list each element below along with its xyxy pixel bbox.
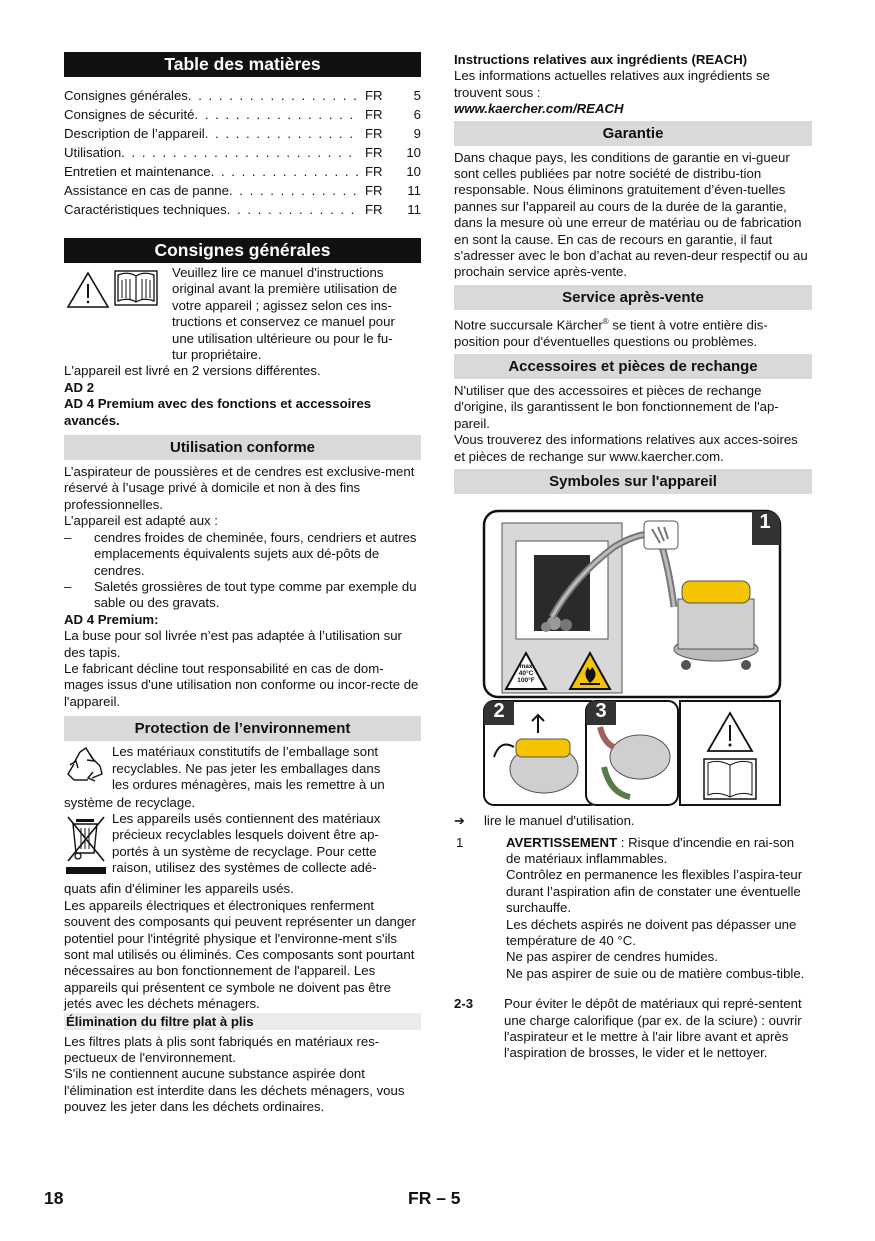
text-line: votre appareil ; agissez selon ces ins- bbox=[172, 297, 392, 313]
toc-entry-dots bbox=[211, 162, 359, 181]
symbols-heading: Symboles sur l'appareil bbox=[454, 469, 812, 494]
version-ad2: AD 2 bbox=[64, 379, 95, 395]
service-text bbox=[454, 314, 812, 350]
weee-text bbox=[112, 811, 380, 881]
general-icons bbox=[64, 265, 172, 357]
warning-line: Contrôlez en permanence les flexibles l’aspira-teur durant l’aspiration afin de constater une éventuelle surchauffe. bbox=[506, 867, 803, 916]
service-heading: Service après-vente bbox=[454, 285, 812, 310]
usage-p2: L’appareil est adapté aux : bbox=[64, 513, 218, 529]
toc-entry-title: Utilisation bbox=[64, 145, 122, 160]
warning-line: Ne pas aspirer de cendres humides. bbox=[506, 949, 718, 965]
toc-entry[interactable] bbox=[64, 200, 421, 219]
usage-heading: Utilisation conforme bbox=[64, 435, 421, 460]
right-column bbox=[454, 52, 812, 1062]
toc-entry-title: Caractéristiques techniques bbox=[64, 202, 227, 217]
toc-entry-title: Entretien et maintenance bbox=[64, 164, 211, 179]
filter-p1: Les filtres plats à plis sont fabriqués en matériaux res-pectueux de l'environnement. bbox=[64, 1033, 380, 1066]
toc-entry-lang: FR bbox=[365, 183, 383, 198]
toc-entry[interactable] bbox=[64, 124, 421, 143]
warranty-text: Dans chaque pays, les conditions de garantie en vi-gueur sont celles publiées par notre société de distribu-tion responsable. Nous éliminons gratuitement d’éven-tuelles pannes sur l’appareil au cours de la durée de la garantie, dans la mesure où une erreur de matériau ou de fabrication en sont la cause. En cas de recours en garantie, il faut s'adresser avec le bon d’achat au reven-deur respectif ou au prochain service après-vente. bbox=[454, 149, 808, 280]
toc-entry[interactable] bbox=[64, 105, 421, 124]
toc-entry-dots bbox=[121, 143, 359, 162]
text-line: précieux recyclables lesquels doivent être ap- bbox=[112, 827, 379, 843]
device-symbol-illustration bbox=[454, 507, 812, 807]
accessories-p2: Vous trouverez des informations relatives aux acces-soires et pièces de rechange sur www.kaercher.com. bbox=[454, 432, 798, 464]
toc-entry-dots bbox=[188, 86, 359, 105]
page-number: 18 bbox=[44, 1188, 64, 1208]
toc-entry-dots bbox=[227, 200, 359, 219]
badge-celsius: 40°C bbox=[518, 670, 534, 678]
toc-entry[interactable] bbox=[64, 143, 421, 162]
weee-tail: quats afin d'éliminer les appareils usés. bbox=[64, 881, 294, 897]
usage-item-text: cendres froides de cheminée, fours, cendriers et autres emplacements équivalents sujets aux dé-pôts de cendres. bbox=[94, 529, 417, 578]
symbol-number: 1 bbox=[456, 834, 464, 850]
symbol-desc-2: Pour éviter le dépôt de matériaux qui repré-sentent une charge calorifique (par ex. de la sciure) : ouvrir l'aspirateur et le mettre à l'air libre avant et après l'aspiration de brosses, le vider et le nettoyer. bbox=[504, 996, 802, 1061]
panel-2-number: 2 bbox=[493, 700, 505, 723]
badge-max: max bbox=[519, 663, 533, 671]
vacuum-tank bbox=[678, 599, 754, 649]
text-line: original avant la première utilisation de bbox=[172, 281, 398, 297]
fireplace-interior bbox=[534, 555, 590, 631]
arrow-right-icon: ➔ bbox=[454, 813, 466, 829]
general-heading: Consignes générales bbox=[64, 238, 421, 263]
vacuum-head bbox=[682, 581, 750, 603]
filter-p2: S'ils ne contiennent aucune substance aspirée dont l'élimination est interdite dans les déchets ménagers, vous pouvez les jeter dans les déchets ordinaires. bbox=[64, 1066, 405, 1115]
toc-entry-title: Assistance en cas de panne bbox=[64, 183, 229, 198]
accessories-heading: Accessoires et pièces de rechange bbox=[454, 354, 812, 379]
toc-list bbox=[64, 86, 421, 219]
weee-bin-icon bbox=[64, 811, 112, 881]
service-text-a: Notre succursale Kärcher bbox=[454, 317, 603, 333]
general-intro bbox=[172, 265, 397, 363]
warranty-heading: Garantie bbox=[454, 121, 812, 146]
toc-entry-lang: FR bbox=[365, 202, 383, 217]
toc-entry-dots bbox=[205, 124, 359, 143]
usage-p4: Le fabricant décline tout responsabilité en cas de dom-mages issus d'une utilisation non conforme ou incor-recte de l'appareil. bbox=[64, 660, 419, 709]
reach-text: Les informations actuelles relatives aux ingrédients se trouvent sous : bbox=[454, 68, 770, 100]
registered-mark: ® bbox=[602, 316, 609, 326]
toc-entry-lang: FR bbox=[365, 88, 383, 103]
toc-entry-page: 6 bbox=[413, 107, 421, 122]
usage-item-text: Saletés grossières de tout type comme par exemple du sable ou des gravats. bbox=[94, 578, 417, 611]
toc-entry[interactable] bbox=[64, 86, 421, 105]
toc-entry[interactable] bbox=[64, 162, 421, 181]
toc-entry-lang: FR bbox=[365, 107, 383, 122]
read-manual-text: lire le manuel d'utilisation. bbox=[484, 813, 635, 829]
toc-entry-lang: FR bbox=[365, 164, 383, 179]
manual-book-icon bbox=[112, 265, 172, 325]
text-line: tur propriétaire. bbox=[172, 347, 262, 363]
toc-entry-page: 11 bbox=[407, 202, 421, 217]
usage-p1: L’aspirateur de poussières et de cendres est exclusive-ment réservé à l’usage privé à domicile et non à des fins professionnelles. bbox=[64, 464, 415, 512]
badge-fahrenheit: 100°F bbox=[517, 677, 535, 685]
versions-text: L'appareil est livré en 2 versions différentes. bbox=[64, 363, 321, 379]
usage-p3: La buse pour sol livrée n’est pas adaptée à l’utilisation sur des tapis. bbox=[64, 628, 402, 660]
warning-first: : Risque d'incendie en rai-son de matériaux inflammables. bbox=[506, 834, 795, 866]
text-line: portés à un système de recyclage. Pour cette bbox=[112, 843, 377, 859]
toc-entry-title: Description de l’appareil bbox=[64, 126, 205, 141]
panel-3-number: 3 bbox=[595, 700, 607, 723]
text-line: une utilisation ultérieure ou pour le fu- bbox=[172, 330, 393, 346]
text-line: raison, utilisez des systèmes de collecte adé- bbox=[112, 860, 377, 876]
read-manual-row bbox=[454, 813, 812, 829]
recycle-icon bbox=[64, 744, 112, 794]
toc-entry-page: 9 bbox=[413, 126, 421, 141]
text-line: recyclables. Ne pas jeter les emballages dans bbox=[112, 760, 381, 776]
reach-heading: Instructions relatives aux ingrédients (REACH) bbox=[454, 52, 748, 67]
symbol-item-1 bbox=[454, 835, 812, 983]
version-ad4: AD 4 Premium avec des fonctions et accessoires avancés. bbox=[64, 396, 372, 428]
toc-entry-dots bbox=[229, 181, 359, 200]
toc-entry-lang: FR bbox=[365, 145, 383, 160]
text-line: Veuillez lire ce manuel d'instructions bbox=[172, 265, 384, 280]
text-line: Les matériaux constitutifs de l’emballage sont bbox=[112, 744, 379, 760]
warning-line: Les déchets aspirés ne doivent pas dépasser une température de 40 °C. bbox=[506, 916, 797, 948]
reach-url[interactable]: www.kaercher.com/REACH bbox=[454, 101, 624, 117]
toc-entry-title: Consignes de sécurité bbox=[64, 107, 195, 122]
text-line: Les appareils usés contiennent des matériaux bbox=[112, 810, 381, 826]
toc-entry-page: 11 bbox=[407, 183, 421, 198]
usage-item-2: – Saletés grossières de tout type comme par exemple du sable ou des gravats. bbox=[64, 579, 421, 612]
environment-heading: Protection de l’environnement bbox=[64, 716, 421, 741]
symbol-item-2 bbox=[454, 996, 812, 1062]
electric-text: Les appareils électriques et électroniques renferment souvent des composants qui peuvent représenter un danger potentiel pour l'intégrité physique et l'environne-ment s'ils sont mal utilisés ou éliminés. Ces composants sont pourtant nécessaires au bon fonctionnement de l'appareil. Les appareils qui présentent ce symbole ne doivent pas être jetés avec les déchets ménagers. bbox=[64, 897, 416, 1012]
toc-entry[interactable] bbox=[64, 181, 421, 200]
max-temp-text bbox=[511, 663, 541, 684]
toc-heading: Table des matières bbox=[64, 52, 421, 77]
panel-1-number: 1 bbox=[759, 511, 771, 534]
warning-line: Ne pas aspirer de suie ou de matière combus-tible. bbox=[506, 965, 805, 981]
recycle-text bbox=[112, 744, 385, 794]
toc-entry-page: 10 bbox=[406, 145, 421, 160]
toc-entry-lang: FR bbox=[365, 126, 383, 141]
symbol-number: 2-3 bbox=[454, 996, 474, 1012]
toc-entry-page: 5 bbox=[413, 88, 421, 103]
section-page-number: FR – 5 bbox=[408, 1188, 461, 1208]
text-line: tructions et conservez ce manuel pour bbox=[172, 314, 395, 330]
toc-entry-dots bbox=[194, 105, 359, 124]
accessories-p1: N'utiliser que des accessoires et pièces de rechange d'origine, ils garantissent le bon fonctionnement de l'ap-pareil. bbox=[454, 383, 779, 431]
filter-heading: Élimination du filtre plat à plis bbox=[64, 1013, 421, 1030]
left-column bbox=[64, 52, 421, 1116]
toc-entry-title: Consignes générales bbox=[64, 88, 188, 103]
warning-label: AVERTISSEMENT bbox=[506, 834, 618, 850]
symbol-desc-1 bbox=[506, 835, 812, 983]
text-line: les ordures ménagères, mais les remettre à un bbox=[112, 776, 385, 792]
toc-entry-page: 10 bbox=[406, 164, 421, 179]
premium-label: AD 4 Premium: bbox=[64, 611, 159, 627]
usage-item-1: – cendres froides de cheminée, fours, cendriers et autres emplacements équivalents sujets aux dé-pôts de cendres. bbox=[64, 530, 421, 579]
recycle-tail: système de recyclage. bbox=[64, 794, 196, 810]
service-text-b: se tient à votre entière dis-position pour d'éventuelles questions ou problèmes. bbox=[454, 317, 768, 349]
